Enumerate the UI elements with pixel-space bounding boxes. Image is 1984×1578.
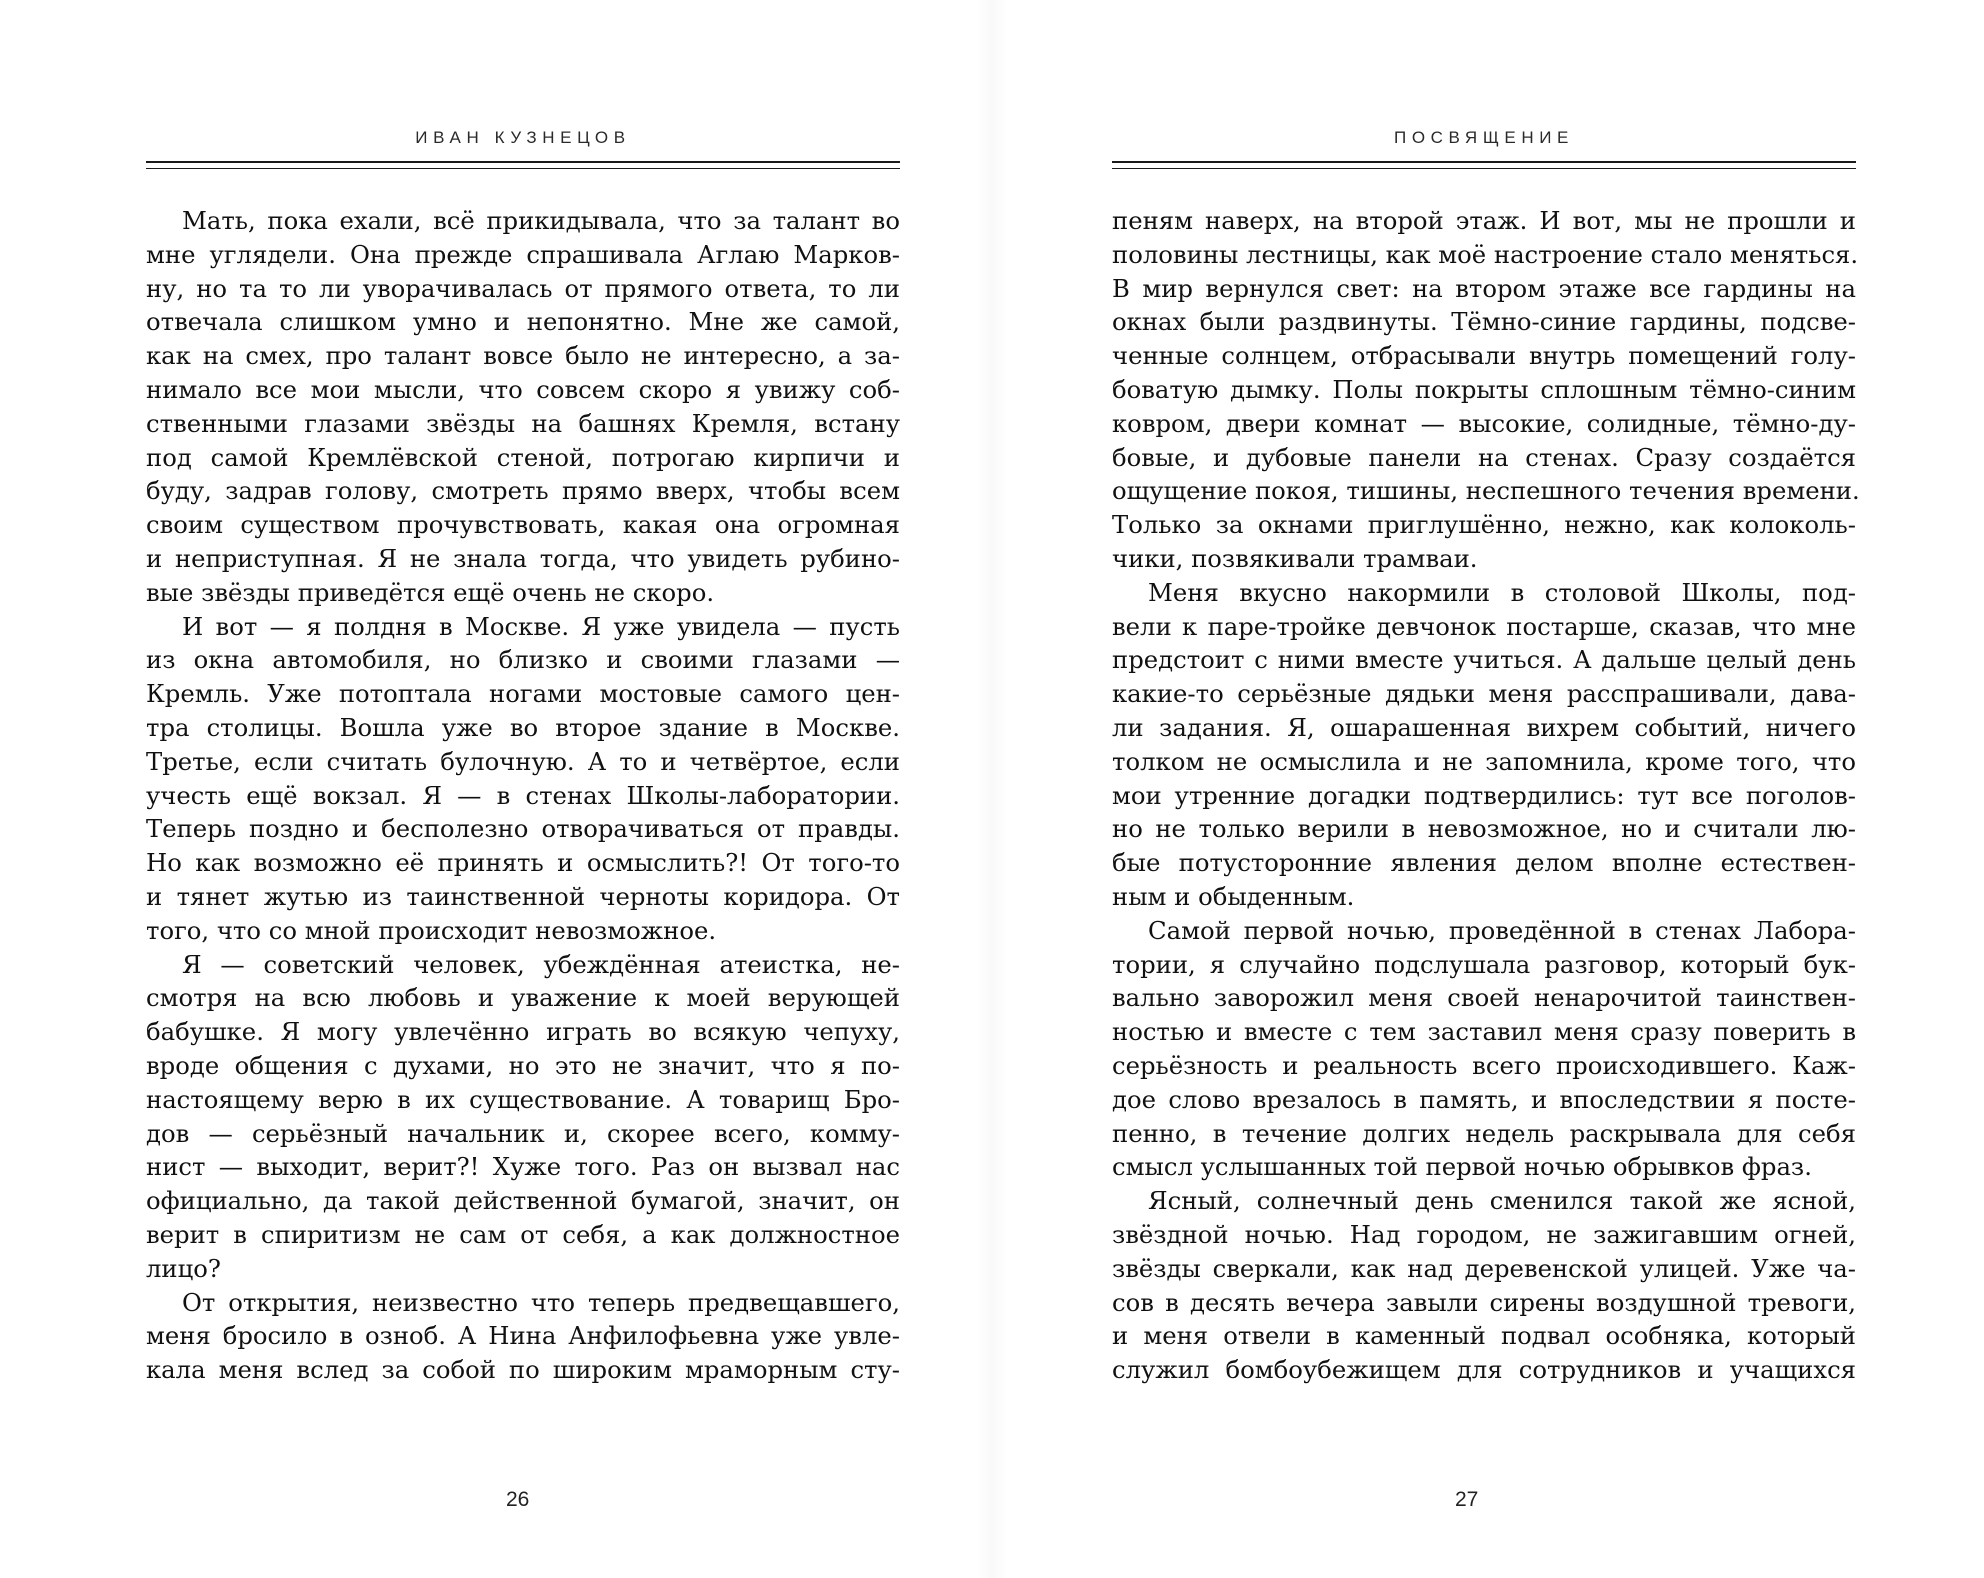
body-text [1112, 204, 1860, 1387]
text-line: Теперь поздно и бесполезно отворачиваться от правды. [146, 814, 900, 844]
text-line: лицо? [146, 1253, 221, 1283]
text-line: смотря на всю любовь и уважение к моей верующей [146, 983, 900, 1013]
text-line: Меня вкусно накормили в столовой Школы, под- [1148, 577, 1856, 607]
text-line: ственными глазами звёзды на башнях Кремля, встану [146, 408, 900, 438]
text-line: предстоит с ними вместе учиться. А дальше целый день [1112, 645, 1856, 675]
text-line: под самой Кремлёвской стеной, потрогаю кирпичи и [146, 442, 900, 472]
text-line: Кремль. Уже потоптала ногами мостовые самого цен- [146, 679, 900, 709]
text-line: толком не осмыслила и не запомнила, кроме того, что [1112, 746, 1856, 776]
running-head-chapter: ПОСВЯЩЕНИЕ [1394, 128, 1574, 147]
text-line: Только за окнами приглушённо, нежно, как колоколь- [1112, 510, 1856, 540]
text-line: и меня отвели в каменный подвал особняка, который [1112, 1321, 1856, 1351]
text-line: из окна автомобиля, но близко и своими глазами — [146, 645, 900, 675]
text-line: какие-то серьёзные дядьки меня расспрашивали, дава- [1112, 679, 1856, 709]
text-line: От открытия, неизвестно что теперь предвещавшего, [182, 1287, 900, 1317]
text-line: смысл услышанных той первой ночью обрывков фраз. [1112, 1152, 1812, 1182]
text-line: ностью и вместе с тем заставил меня сразу поверить в [1112, 1017, 1856, 1047]
text-line: пеням наверх, на второй этаж. И вот, мы не прошли и [1112, 206, 1856, 235]
text-line: ковром, двери комнат — высокие, солидные, тёмно-ду- [1112, 408, 1856, 438]
page-number: 27 [1455, 1488, 1479, 1511]
body-text [146, 204, 900, 1387]
text-line: боватую дымку. Полы покрыты сплошным тёмно-синим [1112, 374, 1856, 404]
text-line: настоящему верю в их существование. А товарищ Бро- [146, 1084, 900, 1114]
text-line: того, что со мной происходит невозможное. [146, 915, 717, 945]
text-line: серьёзность и реальность всего происходившего. Каж- [1112, 1050, 1856, 1080]
text-line: служил бомбоубежищем для сотрудников и учащихся [1112, 1355, 1856, 1385]
text-line: Самой первой ночью, проведённой в стенах Лабора- [1148, 915, 1856, 945]
text-line: дов — серьёзный начальник и, скорее всего, комму- [146, 1118, 900, 1148]
text-line: звёзды сверкали, как над деревенской улицей. Уже ча- [1112, 1253, 1856, 1283]
text-line: верит в спиритизм не сам от себя, а как должностное [146, 1219, 900, 1249]
header-rule-thin [146, 168, 900, 169]
running-head-author: ИВАН КУЗНЕЦОВ [415, 128, 631, 147]
text-line: ли задания. Я, ошарашенная вихрем событий, ничего [1112, 712, 1856, 742]
text-line: пенно, в течение долгих недель раскрывала для себя [1112, 1118, 1856, 1148]
text-line: тории, я случайно подслушала разговор, который бук- [1112, 949, 1856, 979]
header-rule-thin [1112, 168, 1856, 169]
text-line: и тянет жутью из таинственной черноты коридора. От [146, 881, 900, 911]
text-line: ну, но та то ли уворачивалась от прямого ответа, то ли [146, 273, 900, 303]
text-line: И вот — я полдня в Москве. Я уже увидела — пусть [182, 611, 900, 641]
text-line: буду, задрав голову, смотреть прямо вверх, чтобы всем [146, 476, 900, 506]
text-line: нимало все мои мысли, что совсем скоро я увижу соб- [146, 374, 900, 404]
text-line: ным и обыденным. [1112, 881, 1355, 911]
text-line: окнах были раздвинуты. Тёмно-синие гардины, подсве- [1112, 307, 1856, 337]
text-line: звёздной ночью. Над городом, не зажигавшим огней, [1112, 1219, 1856, 1249]
text-line: бабушке. Я могу увлечённо играть во всякую чепуху, [146, 1017, 900, 1047]
text-line: дое слово врезалось в память, и впоследствии я посте- [1112, 1084, 1856, 1114]
text-line: половины лестницы, как моё настроение стало меняться. [1112, 239, 1859, 269]
header-rule-thick [146, 161, 900, 163]
text-line: Мать, пока ехали, всё прикидывала, что за талант во [182, 206, 900, 235]
text-line: Но как возможно её принять и осмыслить?! От того-то [146, 848, 900, 878]
text-line: Ясный, солнечный день сменился такой же ясной, [1148, 1186, 1856, 1216]
text-line: вые звёзды приведётся ещё очень не скоро. [146, 577, 715, 607]
text-line: Третье, если считать булочную. А то и четвёртое, если [146, 746, 900, 776]
text-line: тра столицы. Вошла уже во второе здание в Москве. [146, 712, 900, 742]
text-line: мои утренние догадки подтвердились: тут все поголов- [1112, 780, 1856, 810]
text-line: бые потусторонние явления делом вполне естествен- [1112, 848, 1856, 878]
text-line: но не только верили в невозможное, но и считали лю- [1112, 814, 1856, 844]
text-line: как на смех, про талант вовсе было не интересно, а за- [146, 341, 900, 371]
text-line: ченные солнцем, отбрасывали внутрь помещений голу- [1112, 341, 1856, 371]
text-line: отвечала слишком умно и непонятно. Мне же самой, [146, 307, 900, 337]
page-number: 26 [506, 1488, 530, 1511]
text-line: сов в десять вечера завыли сирены воздушной тревоги, [1112, 1287, 1856, 1317]
text-line: официально, да такой действенной бумагой, значит, он [146, 1186, 900, 1216]
text-line: бовые, и дубовые панели на стенах. Сразу создаётся [1112, 442, 1856, 472]
text-line: мне углядели. Она прежде спрашивала Аглаю Марков- [146, 239, 900, 269]
text-line: меня бросило в озноб. А Нина Анфилофьевна уже увле- [146, 1321, 900, 1351]
text-line: вели к паре-тройке девчонок постарше, сказав, что мне [1112, 611, 1856, 641]
text-line: и неприступная. Я не знала тогда, что увидеть рубино- [146, 543, 900, 573]
text-line: кала меня вслед за собой по широким мраморным сту- [146, 1355, 900, 1385]
right-page [992, 0, 1984, 1578]
header-rule-thick [1112, 161, 1856, 163]
text-line: чики, позвякивали трамваи. [1112, 543, 1478, 573]
text-line: своим существом прочувствовать, какая она огромная [146, 510, 900, 540]
text-line: вально заворожил меня своей ненарочитой таинствен- [1112, 983, 1856, 1013]
text-line: В мир вернулся свет: на втором этаже все гардины на [1112, 273, 1856, 303]
text-line: вроде общения с духами, но это не значит, что я по- [146, 1050, 900, 1080]
text-line: нист — выходит, верит?! Хуже того. Раз он вызвал нас [146, 1152, 900, 1182]
text-line: ощущение покоя, тишины, неспешного течения времени. [1112, 476, 1860, 506]
text-line: учесть ещё вокзал. Я — в стенах Школы-лаборатории. [146, 780, 900, 810]
text-line: Я — советский человек, убеждённая атеистка, не- [182, 949, 900, 979]
